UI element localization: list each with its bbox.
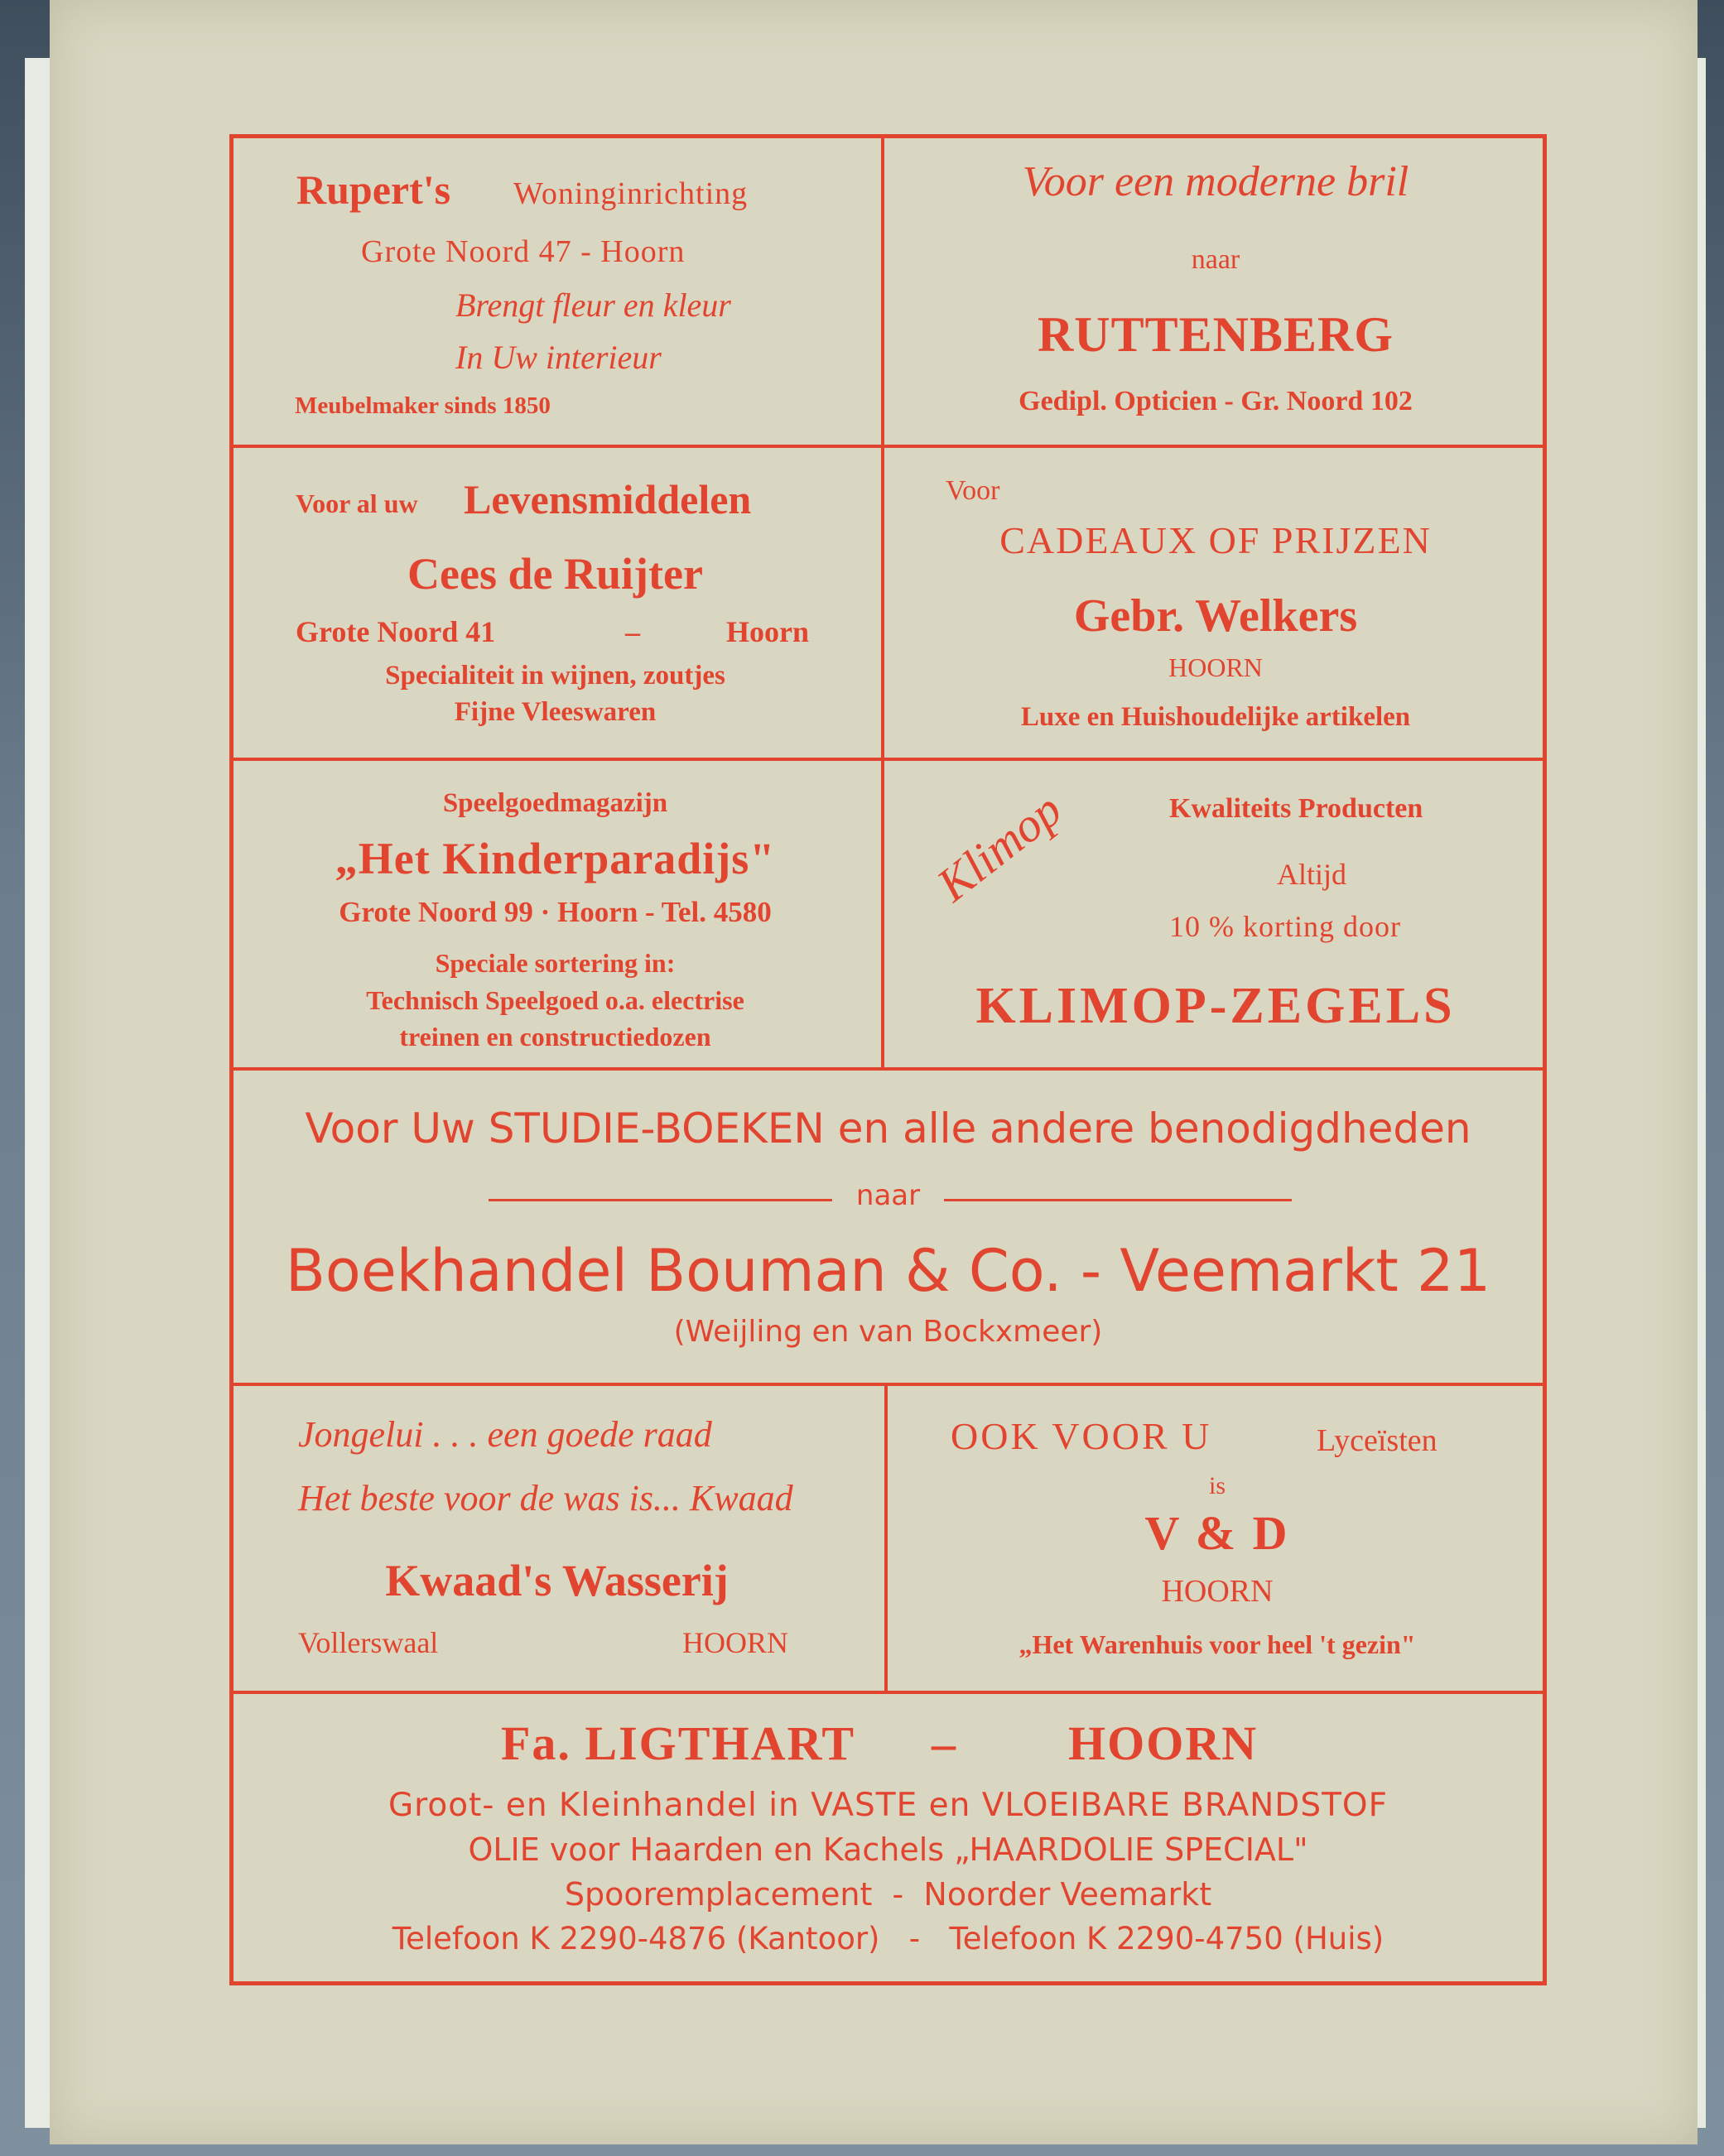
ligthart-line4: Telefoon K 2290-4876 (Kantoor) - Telefoon K 2290-4750 (Huis) <box>392 1921 1384 1956</box>
vd-city: HOORN <box>1161 1574 1274 1609</box>
ruijter-name: Cees de Ruijter <box>407 549 703 599</box>
kinderparadijs-line5: treinen en constructiedozen <box>399 1022 711 1052</box>
ruijter-line1-big: Levensmiddelen <box>464 476 752 522</box>
bouman-name: Boekhandel Bouman & Co. - Veemarkt 21 <box>285 1237 1491 1305</box>
ruijter-meats: Fijne Vleeswaren <box>454 697 657 727</box>
ligthart-line2: OLIE voor Haarden en Kachels „HAARDOLIE SPECIAL" <box>468 1831 1308 1868</box>
klimop-altijd: Altijd <box>1277 858 1347 891</box>
grid-divider-row-3 <box>229 1067 1547 1071</box>
ruttenberg-address: Gedipl. Opticien - Gr. Noord 102 <box>1019 386 1413 416</box>
kwaad-name: Kwaad's Wasserij <box>385 1556 729 1605</box>
welkers-name: Gebr. Welkers <box>1073 590 1358 642</box>
kinderparadijs-name: „Het Kinderparadijs" <box>335 834 776 883</box>
kwaad-street: Vollerswaal <box>298 1626 439 1659</box>
klimop-discount: 10 % korting door <box>1169 910 1401 943</box>
klimop-logo: Klimop <box>927 782 1071 912</box>
bouman-naar: naar <box>855 1179 921 1212</box>
grid-divider-row-4 <box>229 1383 1547 1386</box>
ruperts-slogan-2: In Uw interieur <box>455 339 662 376</box>
welkers-city: HOORN <box>1168 652 1263 682</box>
ligthart-line1: Groot- en Kleinhandel in VASTE en VLOEIBARE BRANDSTOF <box>388 1787 1389 1824</box>
grid-divider-row-2 <box>229 758 1547 761</box>
ruijter-address-city: Hoorn <box>726 615 810 648</box>
ligthart-dash: – <box>932 1716 956 1770</box>
vd-tagline: „Het Warenhuis voor heel 't gezin" <box>1019 1629 1416 1659</box>
ruijter-address-dash: – <box>625 615 640 648</box>
kinderparadijs-type: Speelgoedmagazijn <box>442 788 668 818</box>
bouman-owners: (Weijling en van Bockxmeer) <box>673 1315 1103 1349</box>
ruttenberg-name: RUTTENBERG <box>1037 307 1394 362</box>
ruperts-business: Woninginrichting <box>513 176 749 211</box>
vd-name: V & D <box>1144 1506 1290 1560</box>
ruperts-address: Grote Noord 47 - Hoorn <box>361 234 686 269</box>
vd-is: is <box>1208 1472 1226 1499</box>
grid-divider-row-1 <box>229 445 1547 448</box>
kinderparadijs-line4: Technisch Speelgoed o.a. electrise <box>366 985 744 1015</box>
welkers-cadeaux: CADEAUX OF PRIJZEN <box>999 519 1432 561</box>
kwaad-city: HOORN <box>682 1626 789 1659</box>
ruijter-specialty: Specialiteit in wijnen, zoutjes <box>385 661 725 691</box>
vd-line1-rest: Lyceïsten <box>1317 1423 1437 1458</box>
klimop-quality: Kwaliteits Producten <box>1169 793 1423 824</box>
kwaad-line2: Het beste voor de was is... Kwaad <box>298 1478 793 1518</box>
ruperts-name: Rupert's <box>296 166 451 213</box>
ligthart-line3: Spooremplacement - Noorder Veemarkt <box>564 1876 1212 1913</box>
kinderparadijs-address: Grote Noord 99 · Hoorn - Tel. 4580 <box>339 896 772 928</box>
welkers-voor: Voor <box>946 475 1000 506</box>
klimop-zegels: KLIMOP-ZEGELS <box>975 978 1456 1034</box>
kinderparadijs-line3: Speciale sortering in: <box>435 948 676 978</box>
bouman-rule-right <box>944 1199 1292 1201</box>
ruijter-address-street: Grote Noord 41 <box>296 615 496 648</box>
grid-divider-row-5 <box>229 1691 1547 1694</box>
ruperts-slogan-1: Brengt fleur en kleur <box>455 286 731 324</box>
vd-line1-caps: OOK VOOR U <box>951 1415 1212 1457</box>
ruperts-since: Meubelmaker sinds 1850 <box>295 392 551 419</box>
ligthart-name: Fa. LIGTHART <box>501 1716 856 1770</box>
kwaad-line1: Jongelui . . . een goede raad <box>298 1414 712 1455</box>
bouman-headline: Voor Uw STUDIE-BOEKEN en alle andere benodigdheden <box>305 1104 1471 1153</box>
ruijter-line1-small: Voor al uw <box>296 488 418 518</box>
ligthart-city: HOORN <box>1068 1716 1259 1770</box>
ruttenberg-headline: Voor een moderne bril <box>1022 158 1409 205</box>
ruttenberg-naar: naar <box>1191 244 1240 275</box>
welkers-tagline: Luxe en Huishoudelijke artikelen <box>1020 702 1411 732</box>
